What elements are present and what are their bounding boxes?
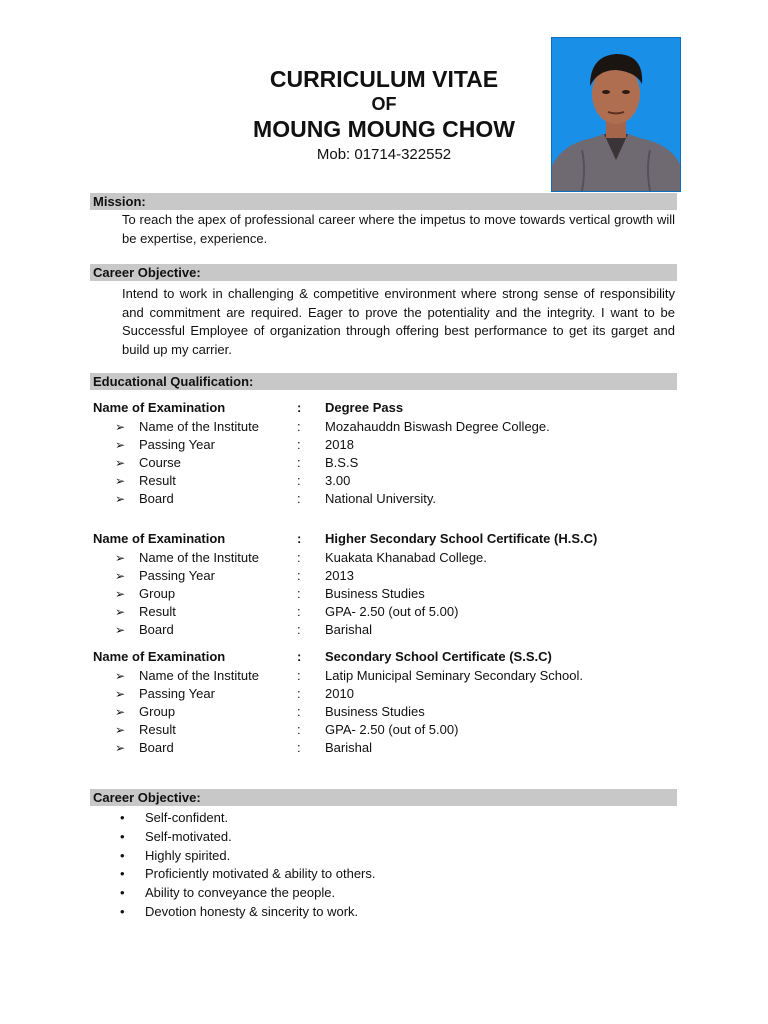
bullet-icon: • (120, 866, 125, 882)
detail-row (93, 585, 693, 603)
list-item-text: Devotion honesty & sincerity to work. (145, 903, 359, 919)
arrow-bullet-icon: ➢ (115, 456, 126, 470)
arrow-bullet-icon: ➢ (115, 438, 126, 452)
colon: : (297, 740, 301, 755)
exam-row (93, 647, 693, 667)
detail-row (93, 667, 693, 685)
career-objective-text: Intend to work in challenging & competitive environment where strong sense of responsibility and commitment are required. Eager to prove the potentiality and the integrity. I want to be Successful Employee of organization through offering best performance to get its garget and build up my carrier. (122, 286, 675, 357)
strengths-list (118, 809, 678, 922)
colon: : (297, 668, 301, 683)
list-item (118, 847, 678, 866)
colon: : (297, 419, 301, 434)
bullet-icon: • (120, 828, 125, 844)
arrow-bullet-icon: ➢ (115, 723, 126, 737)
detail-row (93, 567, 693, 585)
detail-row (93, 621, 693, 639)
detail-label: Name of the Institute (139, 668, 259, 683)
detail-value: 2013 (325, 568, 354, 583)
detail-value: Latip Municipal Seminary Secondary School. (325, 668, 583, 683)
exam-label: Name of Examination (93, 400, 226, 415)
list-item (118, 809, 678, 828)
detail-value: GPA- 2.50 (out of 5.00) (325, 722, 459, 737)
detail-row (93, 549, 693, 567)
detail-row (93, 454, 693, 472)
arrow-bullet-icon: ➢ (115, 569, 126, 583)
detail-value: Kuakata Khanabad College. (325, 550, 487, 565)
detail-row (93, 685, 693, 703)
arrow-bullet-icon: ➢ (115, 551, 126, 565)
list-item (118, 903, 678, 922)
exam-name: Degree Pass (325, 400, 404, 415)
exam-name: Higher Secondary School Certificate (H.S.C) (325, 531, 598, 546)
detail-row (93, 418, 693, 436)
detail-value: GPA- 2.50 (out of 5.00) (325, 604, 459, 619)
exam-row (93, 398, 693, 418)
colon: : (297, 649, 302, 664)
colon: : (297, 586, 301, 601)
arrow-bullet-icon: ➢ (115, 492, 126, 506)
colon: : (297, 722, 301, 737)
arrow-bullet-icon: ➢ (115, 623, 126, 637)
colon: : (297, 704, 301, 719)
bullet-icon: • (120, 810, 125, 825)
detail-value: National University. (325, 491, 437, 506)
mission-heading: Mission: (90, 193, 677, 210)
cv-title-of: OF (371, 94, 397, 114)
detail-value: 3.00 (325, 473, 351, 488)
arrow-bullet-icon: ➢ (115, 474, 126, 488)
detail-row (93, 603, 693, 621)
detail-row (93, 490, 693, 508)
list-item-text: Proficiently motivated & ability to others. (145, 866, 376, 882)
colon: : (297, 455, 301, 470)
profile-photo (551, 37, 681, 192)
colon: : (297, 568, 301, 583)
detail-row (93, 721, 693, 739)
education-block-ssc (93, 647, 693, 757)
colon: : (297, 686, 301, 701)
exam-label: Name of Examination (93, 531, 226, 546)
arrow-bullet-icon: ➢ (115, 669, 126, 683)
bullet-icon: • (120, 885, 125, 901)
exam-row (93, 529, 693, 549)
list-item (118, 828, 678, 847)
list-item (118, 865, 678, 884)
detail-label: Result (139, 722, 176, 737)
colon: : (297, 604, 301, 619)
detail-label: Result (139, 473, 176, 488)
detail-value: Barishal (325, 622, 372, 637)
detail-label: Board (139, 622, 174, 637)
person-portrait-icon (552, 38, 680, 191)
colon: : (297, 550, 301, 565)
arrow-bullet-icon: ➢ (115, 605, 126, 619)
detail-row (93, 703, 693, 721)
detail-label: Group (139, 704, 176, 719)
bullet-icon: • (120, 903, 125, 919)
list-item-text: Ability to conveyance the people. (145, 885, 336, 901)
colon: : (297, 622, 301, 637)
detail-label: Name of the Institute (139, 550, 259, 565)
education-block-degree (93, 398, 693, 508)
detail-value: Business Studies (325, 704, 425, 719)
education-heading: Educational Qualification: (90, 373, 677, 390)
arrow-bullet-icon: ➢ (115, 420, 126, 434)
detail-value: 2018 (325, 437, 354, 452)
exam-label: Name of Examination (93, 649, 226, 664)
mobile-number: Mob: 01714-322552 (316, 146, 452, 163)
detail-label: Name of the Institute (139, 419, 259, 434)
detail-value: Business Studies (325, 586, 425, 601)
colon: : (297, 400, 302, 415)
exam-name: Secondary School Certificate (S.S.C) (325, 649, 552, 664)
detail-value: Barishal (325, 740, 372, 755)
colon: : (297, 531, 302, 546)
detail-label: Course (139, 455, 181, 470)
career-objective-2-heading: Career Objective: (90, 789, 677, 806)
detail-label: Passing Year (139, 437, 215, 452)
bullet-icon: • (120, 847, 125, 863)
detail-label: Passing Year (139, 568, 215, 583)
list-item-text: Highly spirited. (145, 847, 231, 863)
education-block-hsc (93, 529, 693, 639)
detail-row (93, 739, 693, 757)
list-item-text: Self-confident. (145, 810, 229, 825)
detail-value: B.S.S (325, 455, 359, 470)
mission-text: To reach the apex of professional career where the impetus to move towards vertical growth will be expertise, experience. (122, 212, 675, 246)
detail-label: Group (139, 586, 176, 601)
detail-value: Mozahauddn Biswash Degree College. (325, 419, 550, 434)
career-objective-heading: Career Objective: (90, 264, 677, 281)
list-item (118, 884, 678, 903)
detail-label: Board (139, 491, 174, 506)
colon: : (297, 491, 301, 506)
arrow-bullet-icon: ➢ (115, 687, 126, 701)
detail-row (93, 436, 693, 454)
detail-label: Passing Year (139, 686, 215, 701)
arrow-bullet-icon: ➢ (115, 741, 126, 755)
detail-row (93, 472, 693, 490)
list-item-text: Self-motivated. (145, 828, 232, 844)
colon: : (297, 437, 301, 452)
detail-label: Result (139, 604, 176, 619)
cv-title: CURRICULUM VITAE (269, 66, 499, 92)
arrow-bullet-icon: ➢ (115, 587, 126, 601)
arrow-bullet-icon: ➢ (115, 705, 126, 719)
detail-value: 2010 (325, 686, 354, 701)
colon: : (297, 473, 301, 488)
detail-label: Board (139, 740, 174, 755)
candidate-name: MOUNG MOUNG CHOW (253, 116, 515, 142)
